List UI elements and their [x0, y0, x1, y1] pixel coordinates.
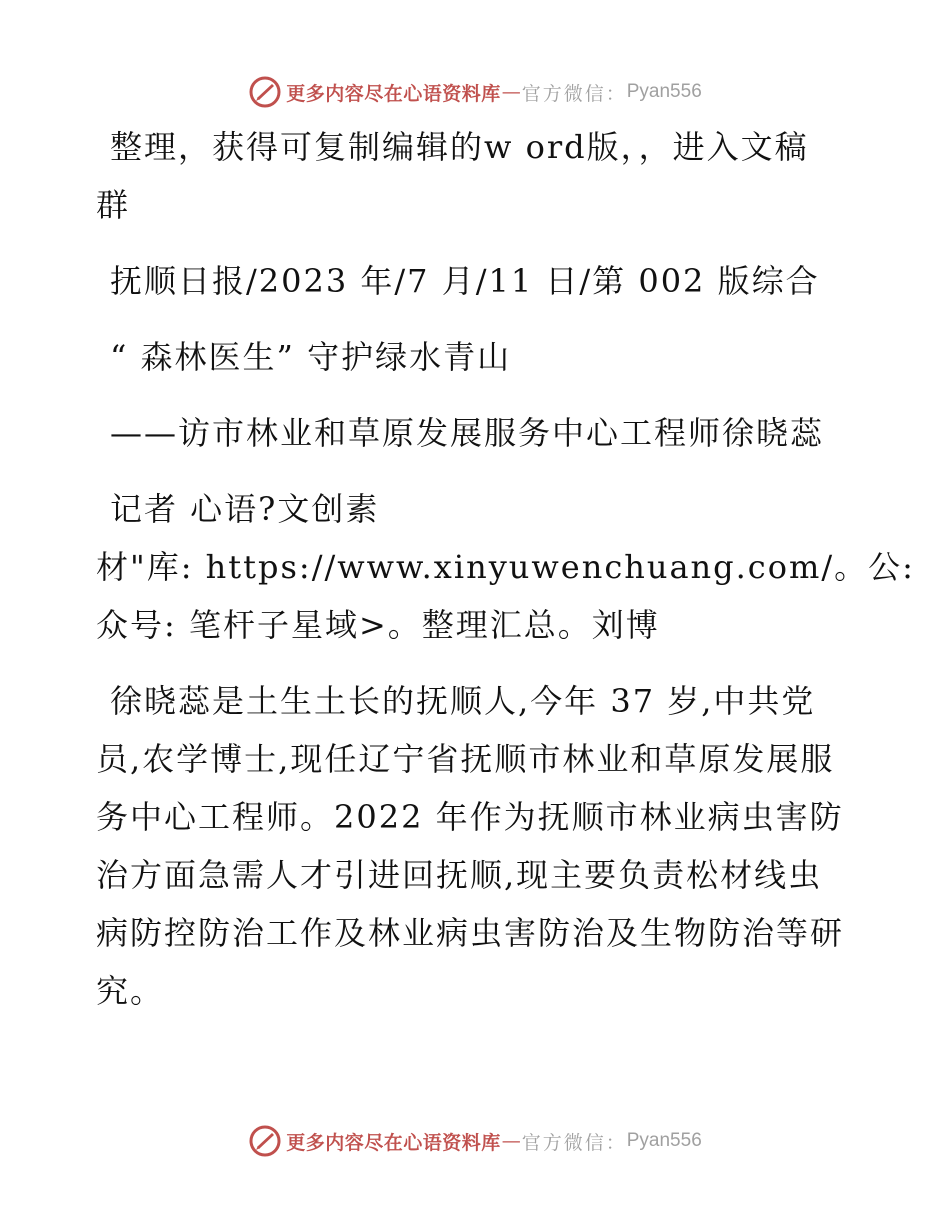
banner-dash: —: [501, 81, 521, 103]
banner-wechat-id: Pyan556: [626, 1130, 702, 1151]
body-line: 究。: [96, 972, 165, 1010]
brand-logo-icon: [248, 1124, 282, 1158]
article-title: “ 森林医生” 守护绿水青山: [110, 338, 512, 376]
body-line: 员,农学博士,现任辽宁省抚顺市林业和草原发展服: [96, 740, 835, 778]
banner-wechat-label: 官方微信：: [521, 82, 627, 105]
body-line: 务中心工程师。2022 年作为抚顺市林业病虫害防: [96, 798, 844, 836]
footer-banner: [0, 1121, 950, 1161]
banner-main-text: 更多内容尽在心语资料库: [286, 82, 501, 105]
byline: 记者 心语?文创素: [110, 490, 380, 528]
banner-dash: —: [501, 1130, 521, 1152]
banner-wechat-label: 官方微信：: [521, 1131, 627, 1154]
url-line: 材"库: https://www.xinyuwenchuang.com/。公:: [96, 548, 915, 586]
body-line: 病防控防治工作及林业病虫害防治及生物防治等研: [96, 914, 845, 952]
banner-main-text: 更多内容尽在心语资料库: [286, 1131, 501, 1154]
body-line: 治方面急需人才引进回抚顺,现主要负责松材线虫: [96, 856, 823, 894]
banner-wechat-id: Pyan556: [626, 81, 702, 102]
intro-line: 整理，获得可复制编辑的w ord版，，进入文稿: [110, 128, 809, 166]
intro-line-continued: 群: [96, 186, 131, 224]
article-subtitle: ——访市林业和草原发展服务中心工程师徐晓蕊: [110, 414, 825, 452]
header-banner: [0, 72, 950, 112]
source-line: 抚顺日报/2023 年/7 月/11 日/第 002 版综合: [110, 262, 820, 300]
document-body: [96, 118, 915, 1020]
body-line: 徐晓蕊是土生土长的抚顺人,今年 37 岁,中共党: [110, 682, 816, 720]
brand-logo-icon: [248, 75, 282, 109]
account-line: 众号: 笔杆子星域>。整理汇总。刘博: [96, 606, 660, 644]
